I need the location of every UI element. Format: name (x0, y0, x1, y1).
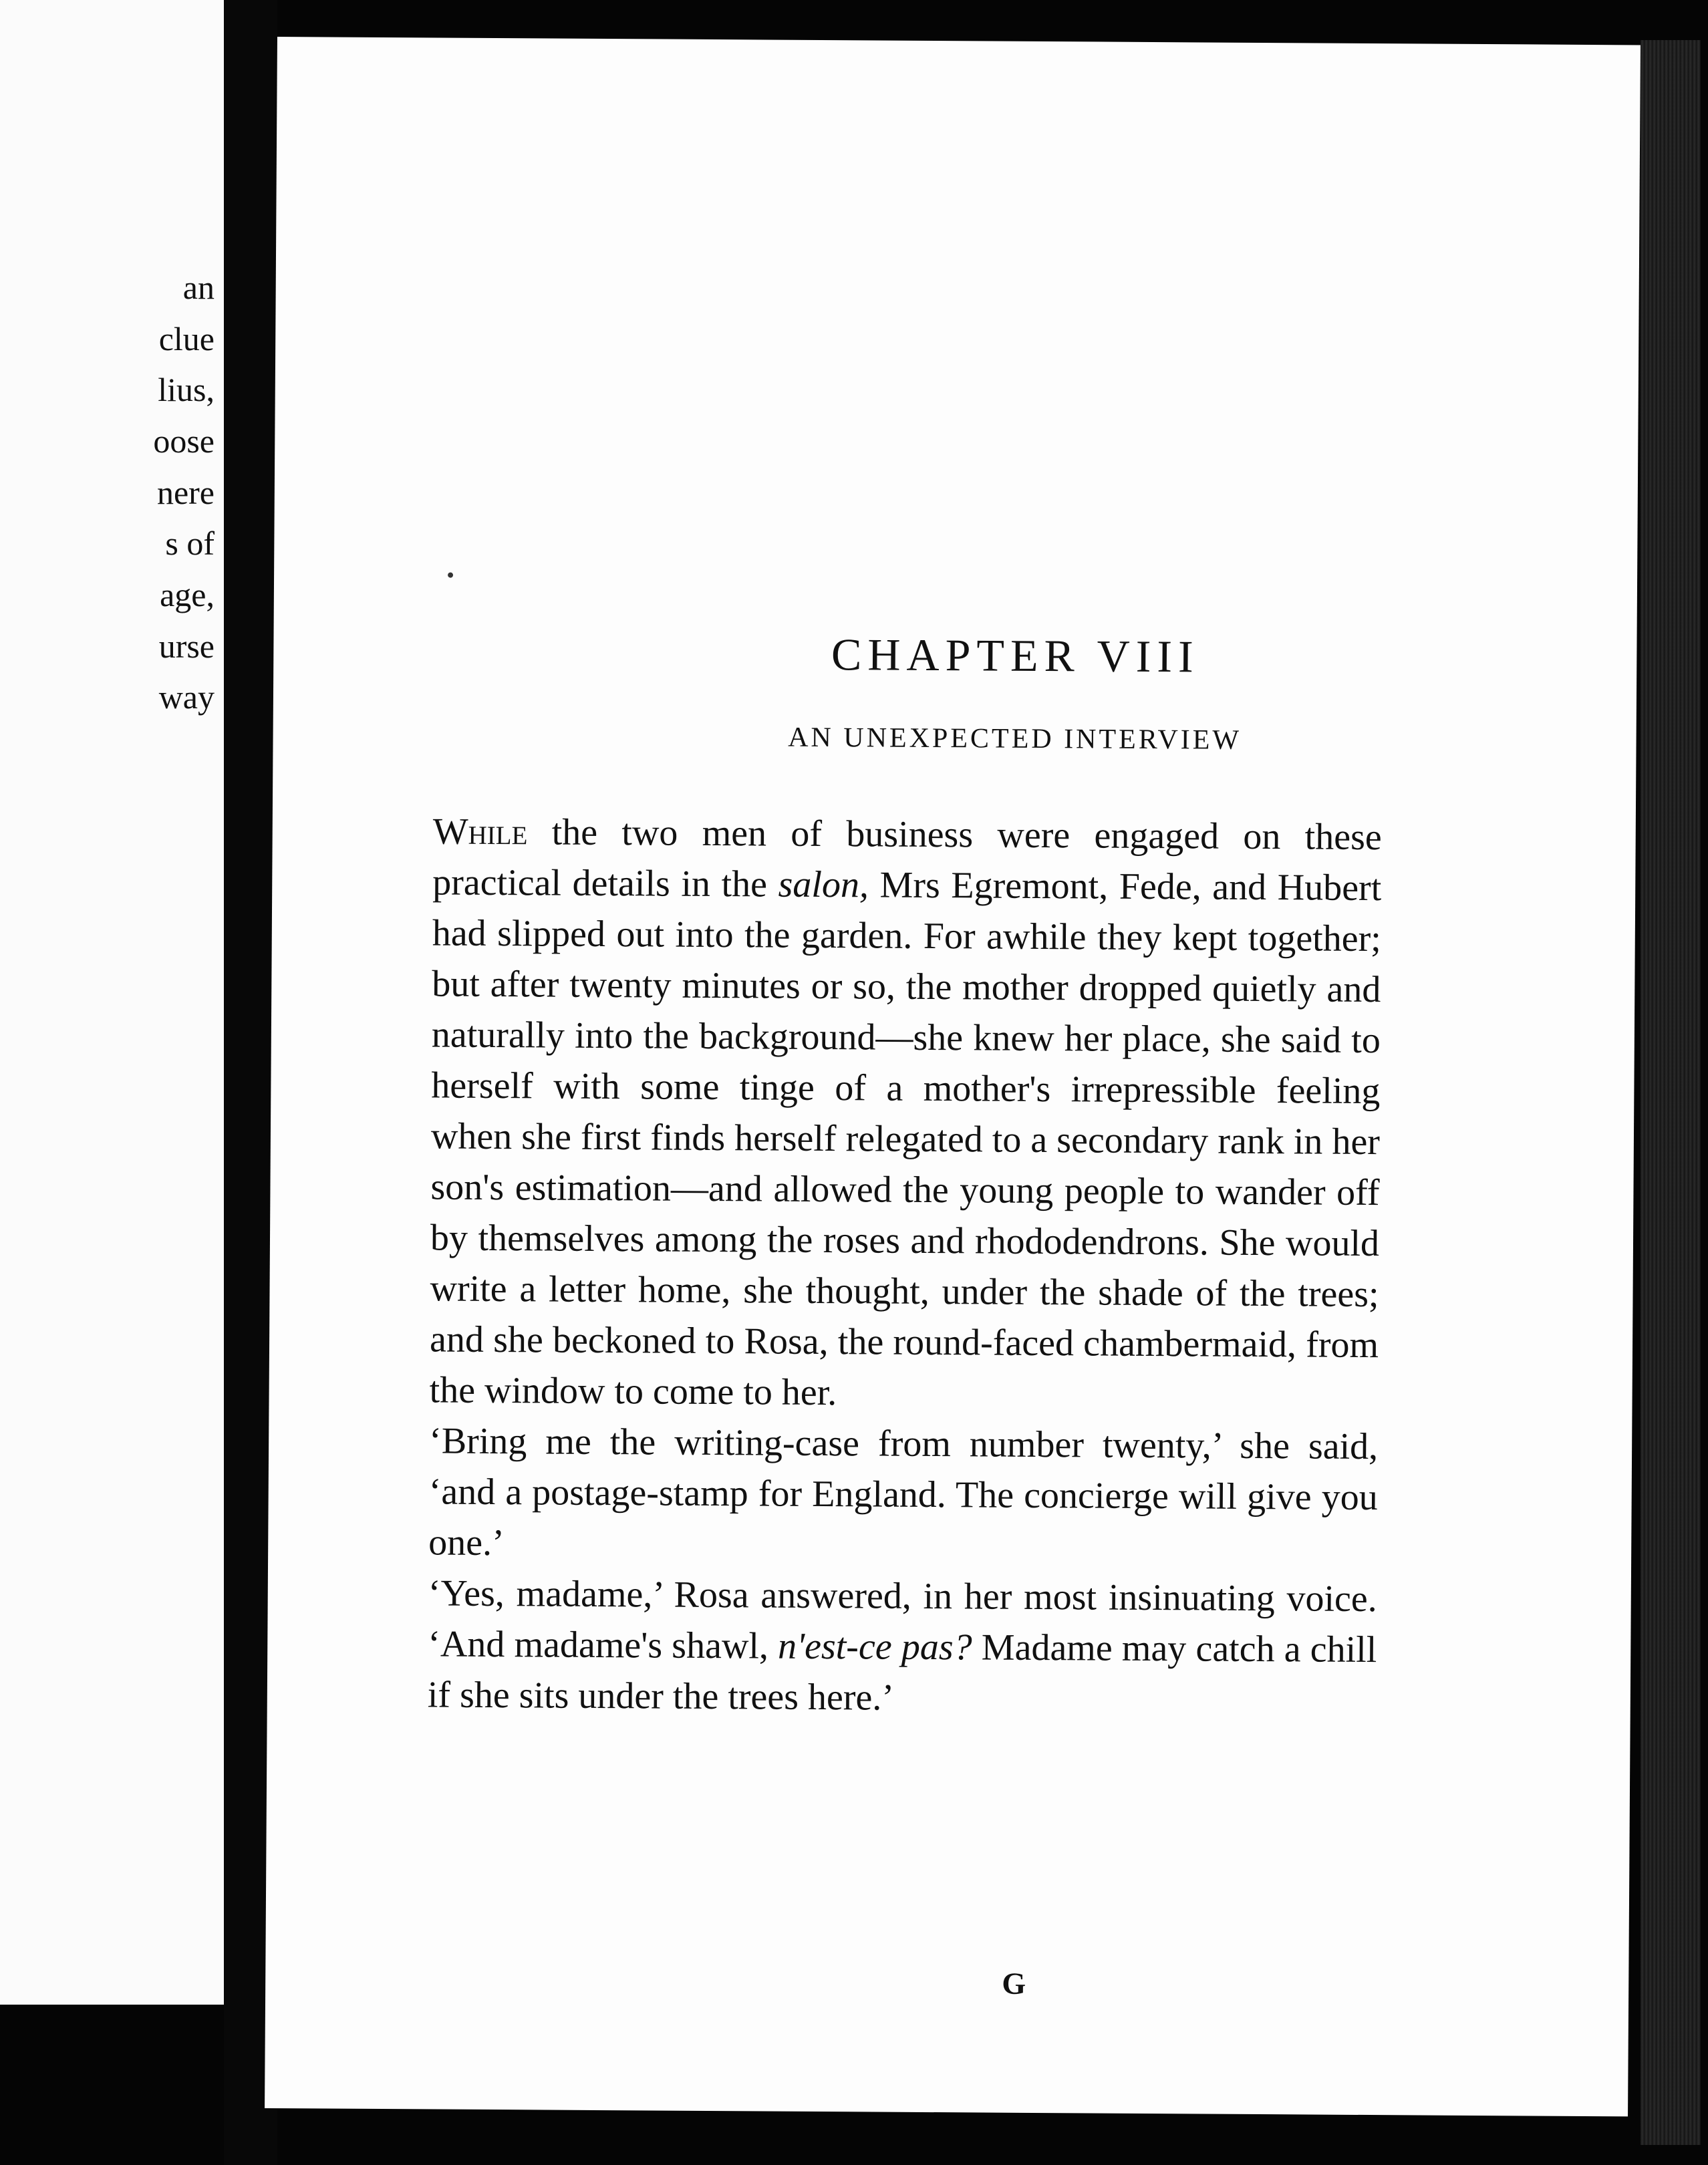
main-page (265, 37, 1641, 2116)
left-page-line: clue (158, 320, 215, 357)
paragraph-3-text-b: Madame may catch a chill if she sits under the trees here.’ (427, 1626, 1377, 1719)
paragraph-1-text-a: the two men of business were engaged on these practical details in the (432, 811, 1382, 905)
left-page-line: nere (156, 474, 215, 511)
chapter-title: CHAPTER VIII (831, 629, 1199, 682)
paragraph-2: ‘Bring me the writing-case from number twenty,’ she said, ‘and a postage-stamp for England. The concierge will give you one.’ (428, 1420, 1379, 1564)
print-speck (447, 571, 454, 579)
paragraph-3 (428, 1568, 1377, 1726)
left-page-line: way (158, 678, 215, 716)
left-page-line: urse (158, 627, 215, 665)
left-facing-page (0, 0, 224, 2005)
page-edge-stack (1641, 40, 1701, 2145)
chapter-body (428, 806, 1382, 1726)
left-page-line: an (182, 269, 215, 306)
paragraph-1 (429, 806, 1382, 1421)
italic-nest-ce-pas: n'est-ce pas? (777, 1625, 972, 1669)
paragraph-3-text-a: ‘Yes, madame,’ Rosa answered, in her most insinuating voice. ‘And madame's shawl, (428, 1572, 1377, 1667)
left-page-line: oose (153, 422, 215, 460)
left-page-line: s of (165, 525, 215, 562)
paragraph-1-text-b: Mrs Egremont, Fede, and Hubert had slipped out into the garden. For awhile they kept together; but after twenty minutes or so, the mother dropped quietly and naturally into the background—she knew her place, she said to herself with some tinge of a mother's irrepressible feeling when she first finds herself relegated to a secondary rank in her son's estimation—and allowed the young people to wander off by themselves among the roses and rhododendrons. She would write a letter home, she thought, under the shade of the trees; and she beckoned to Rosa, the round-faced chambermaid, from the window to come to her. (429, 864, 1382, 1414)
drop-word: While (432, 811, 528, 853)
signature-mark: G (1002, 1966, 1026, 2001)
left-page-line: age, (160, 576, 215, 613)
chapter-subtitle: AN UNEXPECTED INTERVIEW (788, 722, 1242, 756)
italic-salon: salon, (778, 863, 869, 906)
left-page-line: lius, (158, 371, 215, 408)
